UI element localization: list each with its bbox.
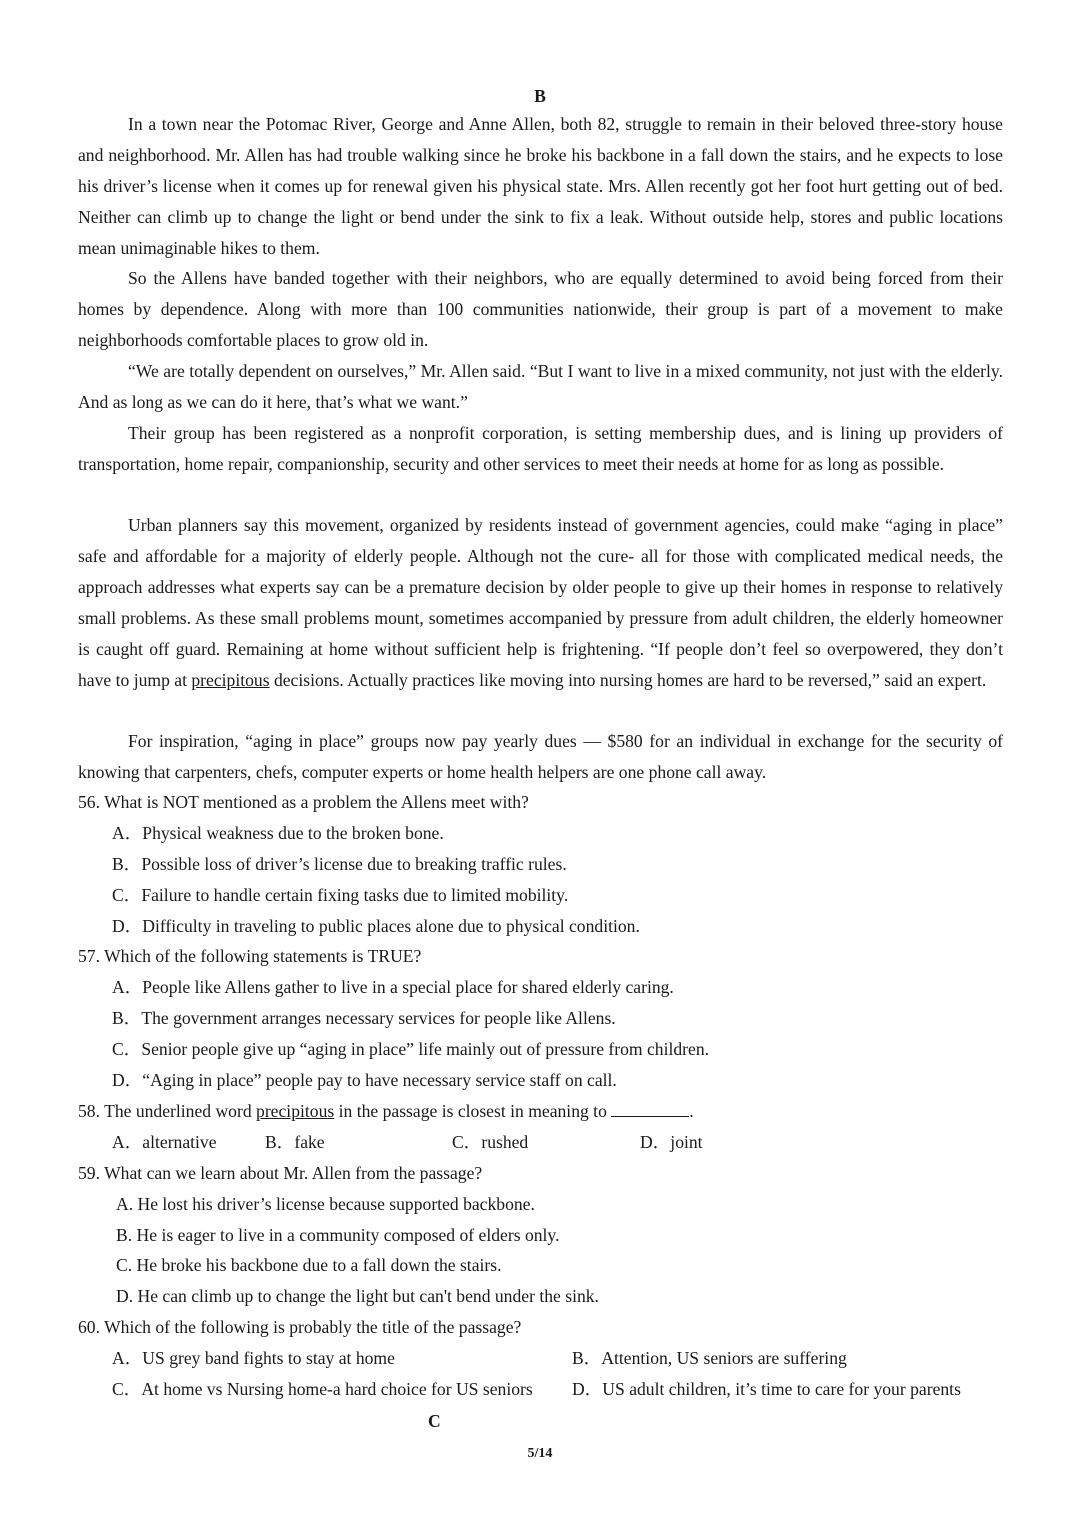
question-57-option-c: C．Senior people give up “aging in place” life mainly out of pressure from children. <box>112 1039 710 1059</box>
underlined-word: precipitous <box>191 670 270 690</box>
question-56-option-a: A．Physical weakness due to the broken bone. <box>112 823 444 843</box>
passage-paragraph-1: In a town near the Potomac River, George and Anne Allen, both 82, struggle to remain in their beloved three-story house and neighborhood. Mr. Allen has had trouble walking since he broke his backbone in a fall down the stairs, and he expects to lose his driver’s license when it comes up for renewal given his physical state. Mrs. Allen recently got her foot hurt getting out of bed. Neither can climb up to change the light or bend under the sink to fix a leak. Without outside help, stores and public locations mean unimaginable hikes to them. <box>78 114 1003 258</box>
question-57-stem: 57. Which of the following statements is TRUE? <box>78 946 422 966</box>
passage-paragraph-3: “We are totally dependent on ourselves,” Mr. Allen said. “But I want to live in a mixed community, not just with the elderly. And as long as we can do it here, that’s what we want.” <box>78 361 1003 412</box>
passage-paragraph-2: So the Allens have banded together with their neighbors, who are equally determined to avoid being forced from their homes by dependence. Along with more than 100 communities nationwide, their group is part of a movement to make neighborhoods comfortable places to grow old in. <box>78 268 1003 350</box>
question-58-stem-start: 58. The underlined word <box>78 1101 257 1121</box>
passage-paragraph-4: Their group has been registered as a nonprofit corporation, is setting membership dues, and is lining up providers of transportation, home repair, companionship, security and other services to meet their needs at home for as long as possible. <box>78 423 1003 474</box>
question-57-option-a: A．People like Allens gather to live in a special place for shared elderly caring. <box>112 977 674 997</box>
page-number: 5/14 <box>527 1446 553 1461</box>
question-60-stem: 60. Which of the following is probably the title of the passage? <box>78 1317 522 1337</box>
question-59-option-d: D. He can climb up to change the light but can't bend under the sink. <box>116 1286 599 1306</box>
section-heading-c: C <box>428 1411 441 1431</box>
question-58-underlined-word: precipitous <box>256 1101 335 1121</box>
question-57-option-b: B．The government arranges necessary services for people like Allens. <box>112 1008 616 1028</box>
question-58-option-b: B．fake <box>265 1132 325 1152</box>
question-59-option-c: C. He broke his backbone due to a fall down the stairs. <box>116 1255 502 1275</box>
question-60-option-a: A．US grey band fights to stay at home <box>112 1348 395 1368</box>
passage-paragraph-6: For inspiration, “aging in place” groups now pay yearly dues — $580 for an individual in exchange for the security of knowing that carpenters, chefs, computer experts or home health helpers are one phone call away. <box>78 731 1003 782</box>
question-60-option-c: C．At home vs Nursing home-a hard choice for US seniors <box>112 1379 533 1399</box>
section-heading-b: B <box>534 86 546 106</box>
answer-blank <box>611 1102 689 1117</box>
question-59-stem: 59. What can we learn about Mr. Allen from the passage? <box>78 1163 483 1183</box>
question-58-option-a: A．alternative <box>112 1132 217 1152</box>
question-58-option-c: C．rushed <box>452 1132 529 1152</box>
paragraph-5-text-end: decisions. Actually practices like moving into nursing homes are hard to be reversed,” said an expert. <box>269 670 987 690</box>
question-56-option-b: B．Possible loss of driver’s license due to breaking traffic rules. <box>112 854 567 874</box>
question-58-stem-middle: in the passage is closest in meaning to <box>334 1101 612 1121</box>
question-56-stem: 56. What is NOT mentioned as a problem the Allens meet with? <box>78 792 529 812</box>
question-56-option-d: D．Difficulty in traveling to public places alone due to physical condition. <box>112 916 640 936</box>
question-59-option-b: B. He is eager to live in a community composed of elders only. <box>116 1225 560 1245</box>
question-58-stem <box>78 1098 694 1124</box>
question-60-option-d: D．US adult children, it’s time to care for your parents <box>572 1379 961 1399</box>
question-57-option-d: D．“Aging in place” people pay to have necessary service staff on call. <box>112 1070 617 1090</box>
question-58-option-d: D．joint <box>640 1132 703 1152</box>
paragraph-5-text-start: Urban planners say this movement, organized by residents instead of government agencies, could make “aging in place” safe and affordable for a majority of elderly people. Although not the cure- all for those with complicated medical needs, the approach addresses what experts say can be a premature decision by older people to give up their homes in response to relatively small problems. As these small problems mount, sometimes accompanied by pressure from adult children, the elderly homeowner is caught off guard. Remaining at home without sufficient help is frightening. “If people don’t feel so overpowered, they don’t have to jump at <box>78 515 1003 690</box>
question-56-option-c: C．Failure to handle certain fixing tasks due to limited mobility. <box>112 885 569 905</box>
question-60-option-b: B．Attention, US seniors are suffering <box>572 1348 847 1368</box>
question-58-stem-end: . <box>689 1101 694 1121</box>
passage-paragraph-5 <box>78 510 1003 696</box>
question-59-option-a: A. He lost his driver’s license because supported backbone. <box>116 1194 535 1214</box>
